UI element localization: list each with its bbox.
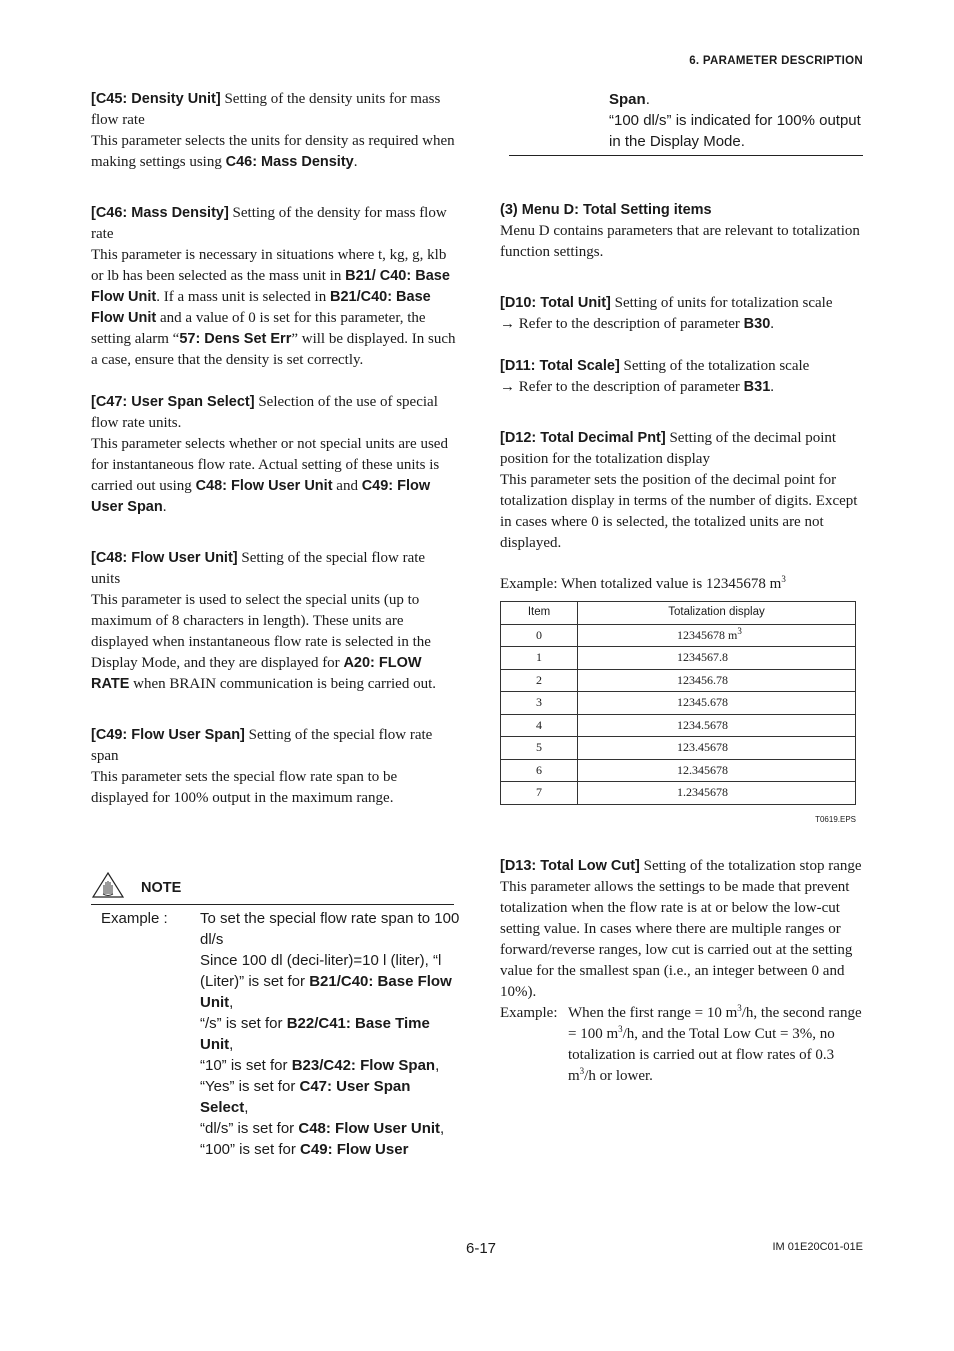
table-header-row: [501, 602, 856, 625]
menu-title: (3) Menu D: Total Setting items: [500, 202, 712, 218]
param-key: [C46: Mass Density]: [91, 205, 229, 221]
param-key: [C47: User Span Select]: [91, 394, 255, 410]
param-c48: [C48: Flow User Unit] Setting of the special flow rate units This parameter is used to select the special units (up to maximum of 8 characters in length). These units are displayed when instantaneous flow rate is selected in the Display Mode, and they are displayed for A20: FLOW RATE when BRAIN communication is being carried out.: [91, 550, 437, 692]
param-d10: [D10: Total Unit] Setting of units for totalization scale → Refer to the description of parameter B30.: [500, 295, 833, 332]
table-row: 4 1234.5678: [501, 714, 856, 737]
section-header: 6. PARAMETER DESCRIPTION: [689, 55, 863, 67]
totalization-table: [500, 601, 856, 805]
param-key: [C48: Flow User Unit]: [91, 550, 238, 566]
right-column: [500, 200, 864, 1087]
note-continuation: Span. “100 dl/s” is indicated for 100% output in the Display Mode.: [609, 91, 861, 150]
param-key: [C49: Flow User Span]: [91, 727, 245, 743]
left-column: [91, 89, 457, 809]
note-header: [91, 871, 454, 905]
page-number: 6-17: [466, 1240, 497, 1257]
param-key: [D12: Total Decimal Pnt]: [500, 430, 666, 446]
hand-caution-icon: [91, 871, 125, 899]
param-c47: [C47: User Span Select] Selection of the use of special flow rate units. This parameter selects whether or not special units are used for instantaneous flow rate. Actual setting of these units is carried out using C48: Flow User Unit and C49: Flow User Span.: [91, 394, 448, 515]
param-key: [D13: Total Low Cut]: [500, 857, 640, 874]
table-tag: T0619.EPS: [815, 814, 856, 824]
table-row: 2 123456.78: [501, 669, 856, 692]
d13-example: Example: When the first range = 10 $m^3/h$, the second range = 100 $m^3/h$, and the Total Low Cut = 3%, no totalization is carried out at flow rates of 0.3 $m^3/h$ or lower.: [500, 1002, 862, 1084]
param-c45: [C45: Density Unit] Setting of the density units for mass flow rate This parameter selects the units for density as required when making settings using C46: Mass Density.: [91, 91, 455, 170]
param-key: [D10: Total Unit]: [500, 295, 611, 311]
menu-text: Menu D contains parameters that are relevant to totalization function settings.: [500, 223, 860, 260]
param-key: [C45: Density Unit]: [91, 91, 221, 107]
document-id: IM 01E20C01-01E: [772, 1241, 863, 1253]
table-row: 1 1234567.8: [501, 647, 856, 670]
note-text: To set the special flow rate span to 100 dl/s Since 100 dl (deci-liter)=10 l (liter), “l (Liter)” is set for B21/C40: Base Flow Unit, “/s” is set for B22/C41: Base Time Unit, “10” is set for B23/C42: Flow Span, “Yes” is set for C47: User Span Select, “dl/s” is set for C48: Flow User Unit, “100” is set for C49: Flow User: [200, 910, 460, 1158]
table-row: 6 12.345678: [501, 759, 856, 782]
note-example-label: Example :: [101, 910, 168, 927]
param-d12: [D12: Total Decimal Pnt] Setting of the decimal point position for the totalization display This parameter sets the position of the decimal point for totalization display in terms of the number of digits. Except in cases where 0 is selected, the totalized units are not displayed.: [500, 430, 858, 551]
table-row: 7 1.2345678: [501, 782, 856, 805]
note-label: NOTE: [141, 880, 182, 896]
table-row: 0 12345678 $m^3$: [501, 624, 856, 647]
note-divider: [509, 155, 863, 156]
d12-example: Example: When totalized value is 12345678 $m^3$: [500, 574, 786, 592]
param-d11: [D11: Total Scale] Setting of the totalization scale → Refer to the description of parameter B31.: [500, 358, 810, 395]
param-key: [D11: Total Scale]: [500, 358, 620, 374]
table-header: Item: [501, 602, 578, 625]
param-c46: [C46: Mass Density] Setting of the density for mass flow rate This parameter is necessary in situations where t, kg, g, klb or lb has been selected as the mass unit in B21/ C40: Base Flow Unit. If a mass unit is selected in B21/C40: Base Flow Unit and a value of 0 is set for this parameter, the setting alarm “57: Dens Set Err” will be displayed. In such a case, ensure that the density is set correctly.: [91, 205, 456, 368]
param-d13: [D13: Total Low Cut] Setting of the totalization stop range This parameter allows the settings to be made that prevent totalization when the flow rate is at or below the low-cut setting value. In cases where there are multiple ranges or forward/reverse ranges, low cut is carried out at the setting value for the smallest span (i.e., an integer between 0 and 10%).: [500, 857, 862, 1000]
table-row: 3 12345.678: [501, 692, 856, 715]
param-c49: [C49: Flow User Span] Setting of the special flow rate span This parameter sets the special flow rate span to be displayed for 100% output in the maximum range.: [91, 727, 433, 806]
table-row: 5 123.45678: [501, 737, 856, 760]
table-header: Totalization display: [578, 602, 856, 625]
